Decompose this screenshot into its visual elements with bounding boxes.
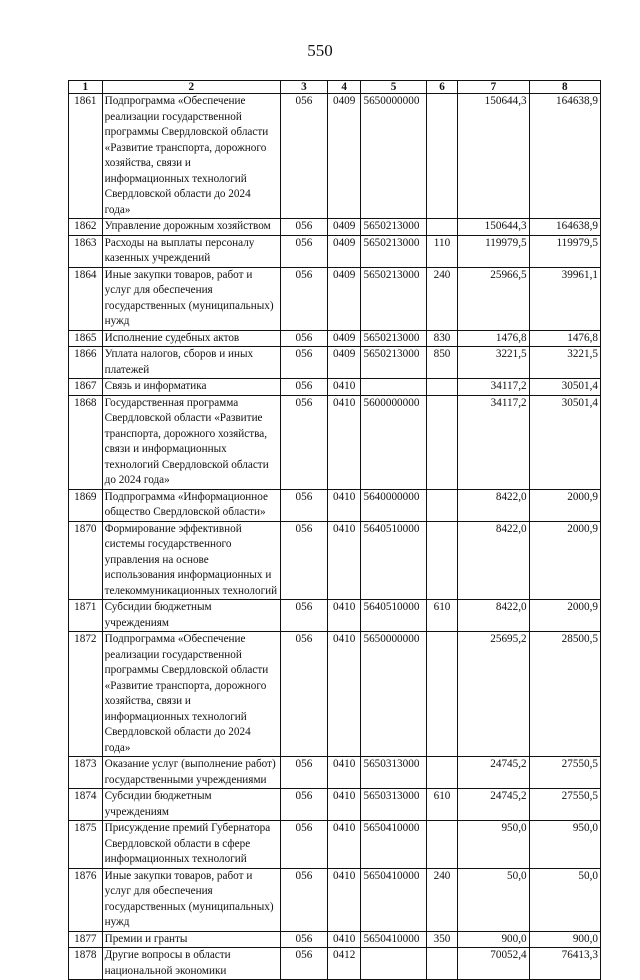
row-expense-type xyxy=(426,948,458,980)
row-amount-year-1: 70052,4 xyxy=(458,948,529,980)
table-row xyxy=(69,379,601,396)
row-ministry-code: 056 xyxy=(280,632,327,757)
table-row xyxy=(69,600,601,632)
row-name: Премии и гранты xyxy=(102,931,280,948)
row-name: Уплата налогов, сборов и иных платежей xyxy=(102,347,280,379)
row-name: Другие вопросы в области национальной экономики xyxy=(102,948,280,980)
page-number: 550 xyxy=(307,41,333,60)
row-expense-type xyxy=(426,379,458,396)
header-row xyxy=(69,81,601,94)
row-section-code: 0410 xyxy=(327,757,361,789)
row-amount-year-1: 34117,2 xyxy=(458,379,529,396)
table-row xyxy=(69,219,601,236)
table-row xyxy=(69,94,601,219)
row-amount-year-1: 24745,2 xyxy=(458,789,529,821)
row-number: 1864 xyxy=(69,267,103,330)
row-section-code: 0410 xyxy=(327,821,361,869)
row-ministry-code: 056 xyxy=(280,330,327,347)
row-target-article xyxy=(361,948,426,980)
row-amount-year-2: 900,0 xyxy=(529,931,600,948)
row-number: 1862 xyxy=(69,219,103,236)
row-number: 1875 xyxy=(69,821,103,869)
row-expense-type xyxy=(426,219,458,236)
row-number: 1878 xyxy=(69,948,103,980)
row-expense-type xyxy=(426,521,458,600)
row-section-code: 0409 xyxy=(327,94,361,219)
row-name: Иные закупки товаров, работ и услуг для обеспечения государственных (муниципальных) нужд xyxy=(102,868,280,931)
row-ministry-code: 056 xyxy=(280,789,327,821)
table-row xyxy=(69,757,601,789)
row-ministry-code: 056 xyxy=(280,868,327,931)
row-amount-year-2: 164638,9 xyxy=(529,94,600,219)
row-section-code: 0410 xyxy=(327,600,361,632)
budget-table xyxy=(68,80,601,980)
row-target-article: 5650313000 xyxy=(361,789,426,821)
header-col-1: 1 xyxy=(69,81,103,94)
row-section-code: 0410 xyxy=(327,789,361,821)
row-amount-year-2: 27550,5 xyxy=(529,789,600,821)
row-expense-type: 240 xyxy=(426,267,458,330)
table-row xyxy=(69,235,601,267)
row-amount-year-2: 30501,4 xyxy=(529,395,600,489)
row-number: 1871 xyxy=(69,600,103,632)
row-amount-year-2: 3221,5 xyxy=(529,347,600,379)
table-row xyxy=(69,931,601,948)
row-amount-year-2: 2000,9 xyxy=(529,600,600,632)
row-section-code: 0410 xyxy=(327,931,361,948)
row-amount-year-1: 25695,2 xyxy=(458,632,529,757)
header-col-3: 3 xyxy=(280,81,327,94)
row-ministry-code: 056 xyxy=(280,600,327,632)
row-section-code: 0410 xyxy=(327,379,361,396)
row-number: 1877 xyxy=(69,931,103,948)
row-target-article: 5650213000 xyxy=(361,219,426,236)
row-target-article: 5650313000 xyxy=(361,757,426,789)
header-col-6: 6 xyxy=(426,81,458,94)
row-amount-year-2: 28500,5 xyxy=(529,632,600,757)
row-name: Субсидии бюджетным учреждениям xyxy=(102,789,280,821)
row-amount-year-2: 76413,3 xyxy=(529,948,600,980)
row-number: 1865 xyxy=(69,330,103,347)
row-number: 1870 xyxy=(69,521,103,600)
row-number: 1868 xyxy=(69,395,103,489)
row-number: 1863 xyxy=(69,235,103,267)
row-name: Исполнение судебных актов xyxy=(102,330,280,347)
row-expense-type: 110 xyxy=(426,235,458,267)
row-ministry-code: 056 xyxy=(280,94,327,219)
header-col-5: 5 xyxy=(361,81,426,94)
row-amount-year-1: 34117,2 xyxy=(458,395,529,489)
row-number: 1872 xyxy=(69,632,103,757)
row-number: 1876 xyxy=(69,868,103,931)
row-expense-type: 830 xyxy=(426,330,458,347)
row-expense-type: 610 xyxy=(426,600,458,632)
row-ministry-code: 056 xyxy=(280,931,327,948)
row-amount-year-1: 8422,0 xyxy=(458,521,529,600)
row-amount-year-1: 8422,0 xyxy=(458,489,529,521)
row-amount-year-1: 3221,5 xyxy=(458,347,529,379)
row-expense-type xyxy=(426,489,458,521)
row-section-code: 0412 xyxy=(327,948,361,980)
row-amount-year-2: 2000,9 xyxy=(529,489,600,521)
row-target-article xyxy=(361,379,426,396)
row-amount-year-2: 119979,5 xyxy=(529,235,600,267)
table-row xyxy=(69,347,601,379)
row-ministry-code: 056 xyxy=(280,347,327,379)
row-section-code: 0410 xyxy=(327,395,361,489)
row-name: Оказание услуг (выполнение работ) государственными учреждениями xyxy=(102,757,280,789)
table-row xyxy=(69,395,601,489)
row-section-code: 0409 xyxy=(327,330,361,347)
table-row xyxy=(69,330,601,347)
row-amount-year-2: 30501,4 xyxy=(529,379,600,396)
table-row xyxy=(69,821,601,869)
row-target-article: 5600000000 xyxy=(361,395,426,489)
table-row xyxy=(69,948,601,980)
row-amount-year-1: 900,0 xyxy=(458,931,529,948)
row-target-article: 5650410000 xyxy=(361,931,426,948)
row-target-article: 5640000000 xyxy=(361,489,426,521)
row-section-code: 0410 xyxy=(327,521,361,600)
row-expense-type: 850 xyxy=(426,347,458,379)
row-target-article: 5650410000 xyxy=(361,868,426,931)
row-section-code: 0409 xyxy=(327,235,361,267)
row-section-code: 0409 xyxy=(327,347,361,379)
row-amount-year-2: 164638,9 xyxy=(529,219,600,236)
row-ministry-code: 056 xyxy=(280,219,327,236)
row-amount-year-2: 2000,9 xyxy=(529,521,600,600)
row-name: Связь и информатика xyxy=(102,379,280,396)
row-target-article: 5650000000 xyxy=(361,94,426,219)
row-expense-type xyxy=(426,757,458,789)
row-expense-type xyxy=(426,821,458,869)
row-section-code: 0410 xyxy=(327,489,361,521)
row-ministry-code: 056 xyxy=(280,521,327,600)
table-row xyxy=(69,868,601,931)
row-amount-year-1: 24745,2 xyxy=(458,757,529,789)
row-name: Формирование эффективной системы государственного управления на основе использования информационных и телекоммуникационных технологий xyxy=(102,521,280,600)
table-row xyxy=(69,521,601,600)
row-amount-year-2: 27550,5 xyxy=(529,757,600,789)
table-row xyxy=(69,632,601,757)
row-number: 1873 xyxy=(69,757,103,789)
row-expense-type xyxy=(426,632,458,757)
row-amount-year-2: 950,0 xyxy=(529,821,600,869)
table-row xyxy=(69,789,601,821)
row-name: Присуждение премий Губернатора Свердловской области в сфере информационных технологий xyxy=(102,821,280,869)
row-expense-type: 240 xyxy=(426,868,458,931)
row-section-code: 0410 xyxy=(327,868,361,931)
table-row xyxy=(69,489,601,521)
row-ministry-code: 056 xyxy=(280,757,327,789)
row-name: Подпрограмма «Информационное общество Свердловской области» xyxy=(102,489,280,521)
row-amount-year-1: 8422,0 xyxy=(458,600,529,632)
row-expense-type: 610 xyxy=(426,789,458,821)
row-name: Субсидии бюджетным учреждениям xyxy=(102,600,280,632)
row-name: Подпрограмма «Обеспечение реализации государственной программы Свердловской области «Развитие транспорта, дорожного хозяйства, связи и информационных технологий Свердловской области до 2024 года» xyxy=(102,632,280,757)
row-amount-year-1: 150644,3 xyxy=(458,94,529,219)
row-ministry-code: 056 xyxy=(280,948,327,980)
row-amount-year-1: 150644,3 xyxy=(458,219,529,236)
row-number: 1874 xyxy=(69,789,103,821)
row-ministry-code: 056 xyxy=(280,489,327,521)
row-name: Иные закупки товаров, работ и услуг для обеспечения государственных (муниципальных) нужд xyxy=(102,267,280,330)
row-section-code: 0410 xyxy=(327,632,361,757)
row-number: 1869 xyxy=(69,489,103,521)
row-target-article: 5650213000 xyxy=(361,347,426,379)
row-name: Государственная программа Свердловской области «Развитие транспорта, дорожного хозяйства, связи и информационных технологий Свердловской области до 2024 года» xyxy=(102,395,280,489)
row-target-article: 5650213000 xyxy=(361,267,426,330)
row-target-article: 5650213000 xyxy=(361,235,426,267)
header-col-8: 8 xyxy=(529,81,600,94)
row-ministry-code: 056 xyxy=(280,379,327,396)
row-target-article: 5640510000 xyxy=(361,600,426,632)
row-expense-type xyxy=(426,395,458,489)
row-target-article: 5640510000 xyxy=(361,521,426,600)
row-number: 1866 xyxy=(69,347,103,379)
row-amount-year-2: 1476,8 xyxy=(529,330,600,347)
row-ministry-code: 056 xyxy=(280,395,327,489)
header-col-4: 4 xyxy=(327,81,361,94)
row-expense-type: 350 xyxy=(426,931,458,948)
row-target-article: 5650000000 xyxy=(361,632,426,757)
table-row xyxy=(69,267,601,330)
row-amount-year-1: 50,0 xyxy=(458,868,529,931)
row-number: 1867 xyxy=(69,379,103,396)
row-target-article: 5650410000 xyxy=(361,821,426,869)
row-expense-type xyxy=(426,94,458,219)
row-ministry-code: 056 xyxy=(280,821,327,869)
row-amount-year-1: 119979,5 xyxy=(458,235,529,267)
row-name: Управление дорожным хозяйством xyxy=(102,219,280,236)
row-amount-year-1: 25966,5 xyxy=(458,267,529,330)
row-amount-year-1: 950,0 xyxy=(458,821,529,869)
row-number: 1861 xyxy=(69,94,103,219)
row-ministry-code: 056 xyxy=(280,235,327,267)
row-target-article: 5650213000 xyxy=(361,330,426,347)
row-name: Расходы на выплаты персоналу казенных учреждений xyxy=(102,235,280,267)
row-section-code: 0409 xyxy=(327,267,361,330)
row-ministry-code: 056 xyxy=(280,267,327,330)
header-col-2: 2 xyxy=(102,81,280,94)
row-amount-year-1: 1476,8 xyxy=(458,330,529,347)
row-section-code: 0409 xyxy=(327,219,361,236)
header-col-7: 7 xyxy=(458,81,529,94)
row-name: Подпрограмма «Обеспечение реализации государственной программы Свердловской области «Развитие транспорта, дорожного хозяйства, связи и информационных технологий Свердловской области до 2024 года» xyxy=(102,94,280,219)
row-amount-year-2: 50,0 xyxy=(529,868,600,931)
row-amount-year-2: 39961,1 xyxy=(529,267,600,330)
